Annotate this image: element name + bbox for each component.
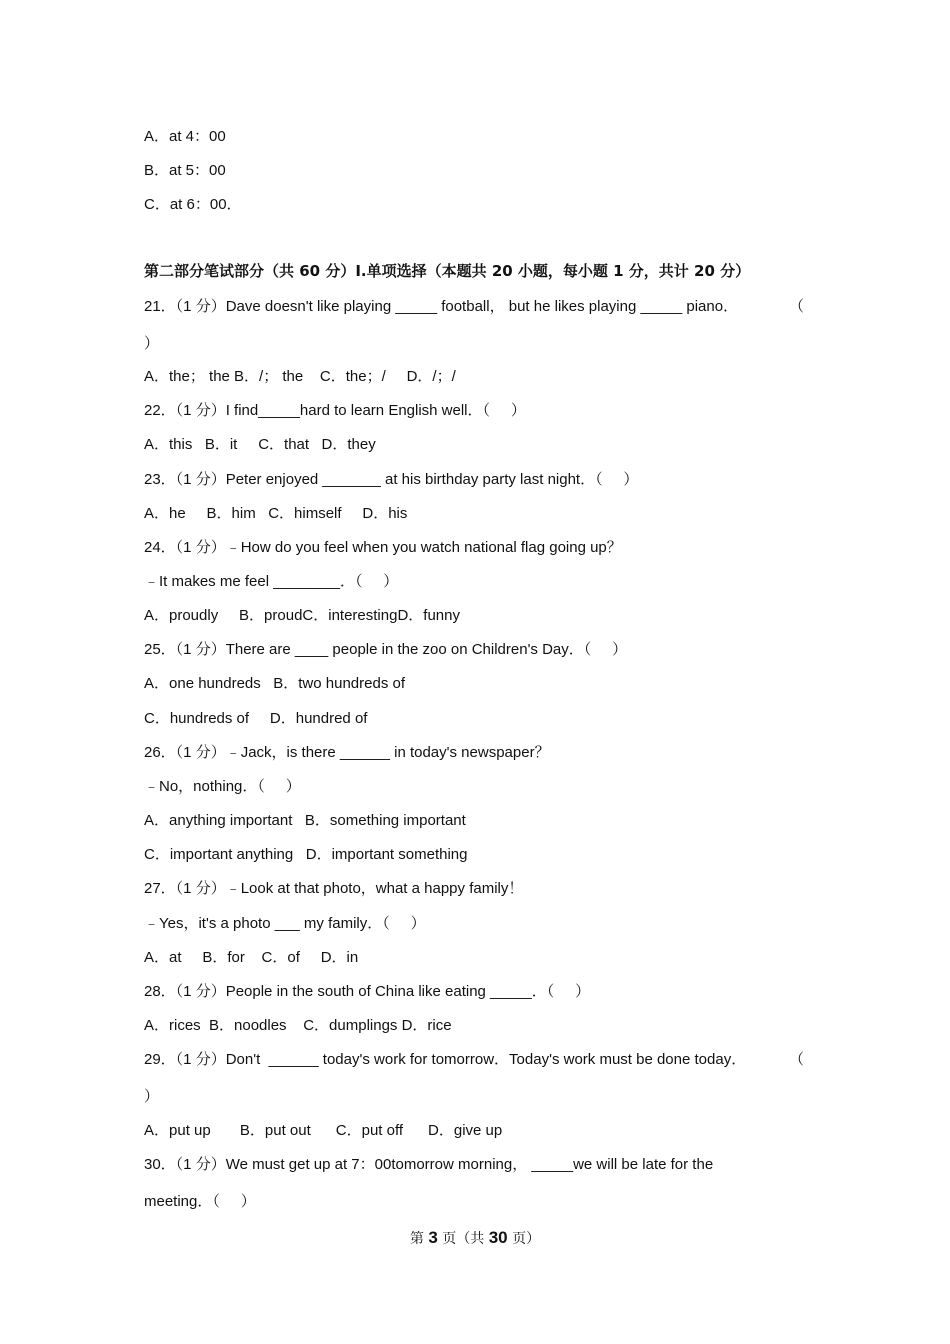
question-25-stem: 25．（1 分）There are ____ people in the zoo on Children's Day．（ ） bbox=[144, 641, 628, 658]
question-21-paren-close: ） bbox=[144, 335, 160, 352]
question-23-stem: 23．（1 分）Peter enjoyed _______ at his birthday party last night．（ ） bbox=[144, 471, 639, 488]
question-25-options-2: C．hundreds of D．hundred of bbox=[144, 710, 368, 727]
question-27-stem: 27．（1 分）﹣Look at that photo，what a happy family！ bbox=[144, 880, 524, 897]
question-21-options: A．the； the B．/； the C．the；/ D．/；/ bbox=[144, 368, 456, 385]
question-25-options-1: A．one hundreds B．two hundreds of bbox=[144, 675, 405, 692]
question-21-stem: 21．（1 分）Dave doesn't like playing _____ football， but he likes playing _____ piano． bbox=[144, 298, 739, 315]
footer-prefix: 第 bbox=[409, 1231, 429, 1247]
question-22-options: A．this B．it C．that D．they bbox=[144, 436, 376, 453]
question-26-stem: 26．（1 分）﹣Jack，is there ______ in today's newspaper？ bbox=[144, 744, 550, 761]
question-29-paren-open: （ bbox=[788, 1051, 804, 1068]
question-24-stem-2: ﹣It makes me feel ________．（ ） bbox=[144, 573, 399, 590]
question-24-options: A．proudly B．proudC．interestingD．funny bbox=[144, 607, 460, 624]
option-c-6pm: C．at 6：00． bbox=[144, 196, 242, 213]
question-21-paren-open: （ bbox=[788, 298, 804, 315]
option-a-4pm: A．at 4：00 bbox=[144, 128, 226, 145]
question-29-paren-close: ） bbox=[144, 1088, 160, 1105]
question-28-stem: 28．（1 分）People in the south of China like eating _____．（ ） bbox=[144, 983, 591, 1000]
question-27-stem-2: ﹣Yes，it's a photo ___ my family．（ ） bbox=[144, 915, 426, 932]
footer-page-number: 3 bbox=[428, 1228, 438, 1247]
question-30-stem: 30．（1 分）We must get up at 7：00tomorrow morning， _____we will be late for the bbox=[144, 1156, 714, 1173]
question-26-options-1: A．anything important B．something important bbox=[144, 812, 466, 829]
question-27-options: A．at B．for C．of D．in bbox=[144, 949, 359, 966]
question-30-stem-2: meeting．（ ） bbox=[144, 1193, 256, 1210]
option-b-5pm: B．at 5：00 bbox=[144, 162, 226, 179]
question-23-options: A．he B．him C．himself D．his bbox=[144, 505, 408, 522]
question-26-options-2: C．important anything D．important something bbox=[144, 846, 468, 863]
footer-suffix: 页） bbox=[507, 1231, 541, 1247]
section-heading: 第二部分笔试部分（共 60 分）I.单项选择（本题共 20 小题，每小题 1 分，共计 20 分） bbox=[144, 262, 751, 280]
question-29-options: A．put up B．put out C．put off D．give up bbox=[144, 1122, 503, 1139]
question-26-stem-2: ﹣No，nothing．（ ） bbox=[144, 778, 301, 795]
question-22-stem: 22．（1 分）I find_____hard to learn English well．（ ） bbox=[144, 402, 526, 419]
footer-middle: 页（共 bbox=[437, 1231, 489, 1247]
question-24-stem: 24．（1 分）﹣How do you feel when you watch national flag going up？ bbox=[144, 539, 622, 556]
question-29-stem: 29．（1 分）Don't ______ today's work for tomorrow．Today's work must be done today． bbox=[144, 1051, 747, 1068]
question-28-options: A．rices B．noodles C．dumplings D．rice bbox=[144, 1017, 452, 1034]
footer-total-pages: 30 bbox=[488, 1228, 508, 1247]
page-footer bbox=[0, 1228, 950, 1248]
